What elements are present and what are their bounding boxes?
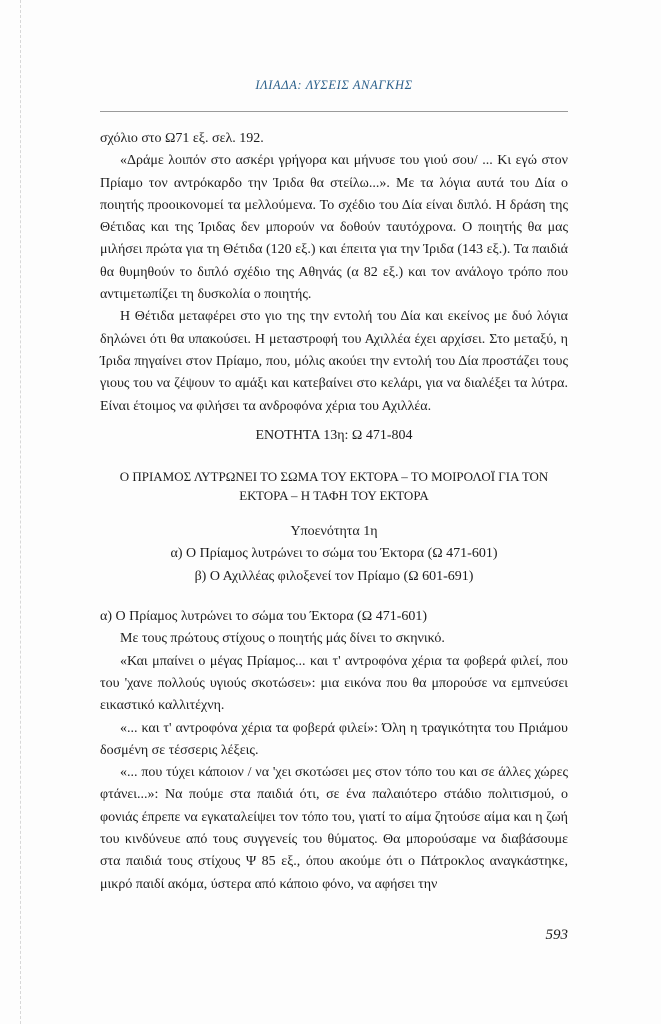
running-head: ΙΛΙΑΔΑ: ΛΥΣΕΙΣ ΑΝΑΓΚΗΣ [255,78,413,92]
section-heading: ΕΝΟΤΗΤΑ 13η: Ω 471-804 [255,427,413,443]
part-heading: α) Ο Πρίαμος λυτρώνει το σώμα του Έκτορα (Ω 471-601) [100,609,428,625]
paragraph: σχόλιο στο Ω71 εξ. σελ. 192. [100,131,264,146]
page-number: 593 [545,927,568,943]
scan-edge-line [20,0,21,1024]
subsection-heading: Υποενότητα 1η [290,524,378,540]
paragraph: Με τους πρώτους στίχους ο ποιητής μάς δίνει το σκηνικό. [120,631,445,647]
paragraph: «Και μπαίνει ο μέγας Πρίαμος... και τ' αντροφόνα χέρια τα φοβερά φιλεί, που του 'χανε πολλούς υγιούς σκοτώσει»: μια εικόνα που θα μπορούσε να εμπνεύσει εικαστικό καλλιτέχνη. [100,653,568,714]
paragraph: Η Θέτιδα μεταφέρει στο γιο της την εντολή του Δία και εκείνος με δυό λόγια δηλώνει ότι θα υπακούσει. Η μεταστροφή του Αχιλλέα έχει αρχίσει. Στο μεταξύ, η Ίριδα πηγαίνει στον Πρίαμο, που, μόλις ακούει την εντολή του Δία προστάζει τους γιους του να ζέψουν το αμάξι και κατεβαίνει στο κελάρι, για να διαλέξει τα λύτρα. Είναι έτοιμος να φιλήσει τα ανδροφόνα χέρια του Αχιλλέα. [100,309,568,414]
paragraph: «... και τ' αντροφόνα χέρια τα φοβερά φιλεί»: Όλη η τραγικότητα του Πριάμου δοσμένη σε τέσσερις λέξεις. [100,720,568,758]
header-rule [100,111,568,112]
body-text [100,128,568,896]
subsection-item: α) Ο Πρίαμος λυτρώνει το σώμα του Έκτορα (Ω 471-601) [170,546,498,562]
section-title-line-2: ΕΚΤΟΡΑ – Η ΤΑΦΗ ΤΟΥ ΕΚΤΟΡΑ [239,488,429,504]
section-title [100,467,568,505]
subsection-item: β) Ο Αχιλλέας φιλοξενεί τον Πρίαμο (Ω 601-691) [194,568,474,584]
paragraph: «Δράμε λοιπόν στο ασκέρι γρήγορα και μήνυσε του γιού σου/ ... Κι εγώ στον Πρίαμο τον αντρόκαρδο την Ίριδα θα στείλω...». Με τα λόγια αυτά του Δία ο ποιητής προοικονομεί τα μελλούμενα. Το σχέδιο του Δία είναι διπλό. Η δράση της Θέτιδας και της Ίριδας δεν μπορούν να δοθούν ταυτόχρονα. Ο ποιητής θα μας μιλήσει πρώτα για τη Θέτιδα (120 εξ.) και έπειτα για την Ίριδα (143 εξ.). Τα παιδιά θα θυμηθούν το διπλό σχέδιο της Αθηνάς (α 82 εξ.) και τον ανάλογο τρόπο που αντιμετωπίζει τη δυσκολία ο ποιητής. [100,153,568,303]
paragraph: «... που τύχει κάποιον / να 'χει σκοτώσει μες στον τόπο του και σε άλλες χώρες φτάνει...»: Να πούμε στα παιδιά ότι, σε ένα παλαιότερο στάδιο πολιτισμού, ο φονιάς έπρεπε να εγκαταλείψει τον τόπο του, γιατί το αίμα ζητούσε αίμα και η ζωή του κινδύνευε από τους συγγενείς του θύματος. Θα μπορούσαμε να διαβάσουμε στα παιδιά τους στίχους Ψ 85 εξ., όπου ακούμε ότι ο Πάτροκλος αναγκάστηκε, μικρό παιδί ακόμα, ύστερα από κάποιο φόνο, να αφήσει την [100,765,568,892]
section-title-line-1: Ο ΠΡΙΑΜΟΣ ΛΥΤΡΩΝΕΙ ΤΟ ΣΩΜΑ ΤΟΥ ΕΚΤΟΡΑ – ΤΟ ΜΟΙΡΟΛΟΪ ΓΙΑ ΤΟΝ [119,469,549,485]
